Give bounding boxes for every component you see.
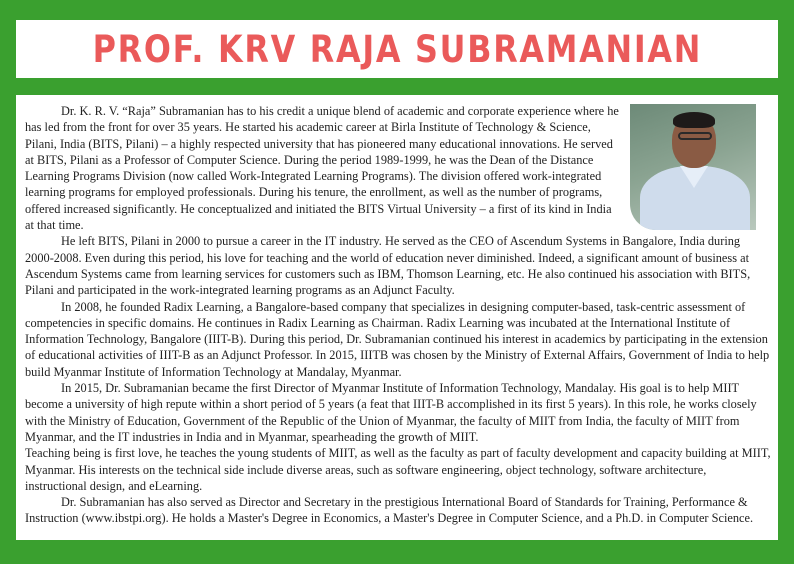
bio-paragraph-3: In 2008, he founded Radix Learning, a Bangalore-based company that specializes in designing computer-based, task-centric assessment of competencies in specific domains. He continues in Radix Learning as Chairman. Radix Learning was incubated at the International Institute of Information Technology, Bangalore (IIIT-B). During this period, Dr. Subramanian continued his interest in academics by participating in the extension of educational activities of IIIT-B as an Adjunct Professor. In 2015, IIITB was chosen by the Ministry of External Affairs, Government of India to help build Myanmar Institute of Information Technology at Mandalay, Myanmar. — [25, 299, 770, 379]
page-title: PROF. KRV RAJA SUBRAMANIAN — [92, 27, 702, 71]
bio-text — [25, 103, 771, 527]
bio-panel — [16, 95, 778, 540]
bio-paragraph-5: Teaching being is first love, he teaches the young students of MIIT, as well as the faculty as part of faculty development and capacity building at MIIT, Myanmar. His interests on the technical side include diverse areas, such as software engineering, object technology, software architecture, instructional design, and eLearning. — [25, 446, 771, 493]
bio-paragraph-2: He left BITS, Pilani in 2000 to pursue a career in the IT industry. He served as the CEO of Ascendum Systems in Bangalore, India during 2000-2008. Even during this period, his love for teaching and the world of education never diminished. Indeed, a significant amount of business at Ascendum Systems came from learning services for customers such as IBM, Thomson Learning, etc. He also continued his association with BITS, Pilani and participated in the work-integrated learning programs as an Adjunct Faculty. — [25, 234, 751, 298]
bio-paragraph-1: Dr. K. R. V. “Raja” Subramanian has to his credit a unique blend of academic and corporate experience where he has led from the front for over 35 years. He started his academic career at Birla Institute of Technology & Science, Pilani, India (BITS, Pilani) – a highly respected university that has pioneered many educational innovations. He served at BITS, Pilani as a Professor of Computer Science. During the period 1989-1999, he was the Dean of the Distance Learning Programs Division (now called Work-Integrated Learning Programs). The division offered work-integrated learning programs for employed professionals. During his tenure, the enrollment, as well as the number of programs, offered increased significantly. He conceptualized and initiated the BITS Virtual University – a first of its kind in India at that time. — [25, 104, 619, 233]
bio-paragraph-4: In 2015, Dr. Subramanian became the first Director of Myanmar Institute of Information Technology, Mandalay. His goal is to help MIIT become a university of high repute within a short period of 5 years (a feat that IIIT-B accomplished in its first 5 years). In this role, he works closely with the Ministry of Education, Government of the Republic of the Union of Myanmar, the faculty of MIIT from India, the faculty of MIIT from Myanmar, and the IT industries in India and in Myanmar, spearheading the growth of MIIT. — [25, 381, 757, 444]
title-banner — [16, 20, 778, 78]
bio-paragraph-6: Dr. Subramanian has also served as Director and Secretary in the prestigious International Board of Standards for Training, Performance & Instruction (www.ibstpi.org). He holds a Master's Degree in Economics, a Master's Degree in Computer Science, and a Ph.D. in Computer Science. — [25, 495, 754, 526]
